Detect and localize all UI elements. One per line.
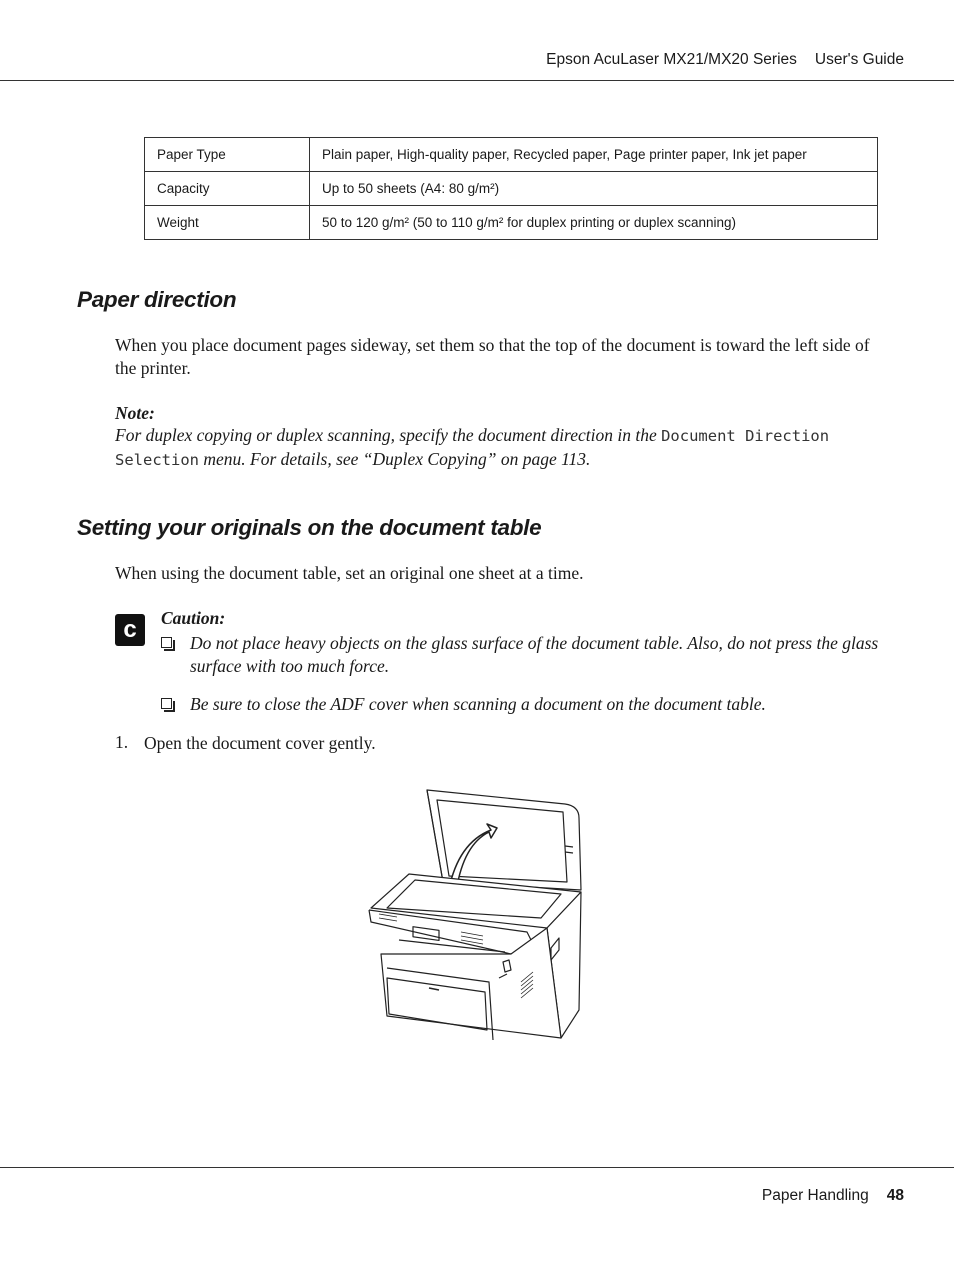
table-cell-label: Weight (145, 206, 310, 240)
note-text-before: For duplex copying or duplex scanning, specify the document direction in the (115, 425, 662, 445)
document-cover (427, 790, 581, 890)
checkbox-bullet-icon (161, 637, 172, 648)
menu-name: Document Direction Selection (115, 427, 830, 469)
table-row (145, 206, 878, 240)
step-number: 1. (115, 732, 129, 752)
note-label: Note: (115, 403, 155, 423)
table-cell-label: Capacity (145, 172, 310, 206)
caution-item: Do not place heavy objects on the glass surface of the document table. Also, do not press the glass surface with too much force. (161, 632, 883, 678)
table-cell-label: Paper Type (145, 138, 310, 172)
section-heading-paper-direction: Paper direction (77, 287, 237, 312)
header-rule (0, 80, 954, 81)
note-text-after: menu. For details, see “Duplex Copying” on page 113. (199, 449, 591, 469)
step-text: Open the document cover gently. (144, 733, 376, 753)
header-product: Epson AcuLaser MX21/MX20 Series (546, 51, 797, 68)
caution-item: Be sure to close the ADF cover when scanning a document on the document table. (161, 693, 883, 716)
page-number: 48 (886, 1187, 904, 1204)
table-cell-value: Up to 50 sheets (A4: 80 g/m²) (310, 172, 878, 206)
caution-icon: c (115, 614, 145, 646)
page-header (546, 51, 904, 69)
setting-originals-body: When using the document table, set an original one sheet at a time. (115, 563, 584, 583)
table-row (145, 138, 878, 172)
caution-label: Caution: (161, 608, 226, 628)
note-text (115, 424, 883, 472)
table-cell-value: 50 to 120 g/m² (50 to 110 g/m² for duplex printing or duplex scanning) (310, 206, 878, 240)
printer-illustration (365, 782, 585, 1062)
footer-section: Paper Handling (761, 1187, 869, 1204)
footer-rule (0, 1167, 954, 1168)
section-heading-setting-originals: Setting your originals on the document table (77, 515, 542, 540)
paper-spec-table (144, 137, 878, 240)
header-guide: User's Guide (814, 51, 904, 68)
checkbox-bullet-icon (161, 698, 172, 709)
paper-direction-body: When you place document pages sideway, set them so that the top of the document is toward the left side of the printer. (115, 335, 870, 378)
table-row (145, 172, 878, 206)
page-footer (762, 1187, 904, 1205)
table-cell-value: Plain paper, High-quality paper, Recycled paper, Page printer paper, Ink jet paper (310, 138, 878, 172)
